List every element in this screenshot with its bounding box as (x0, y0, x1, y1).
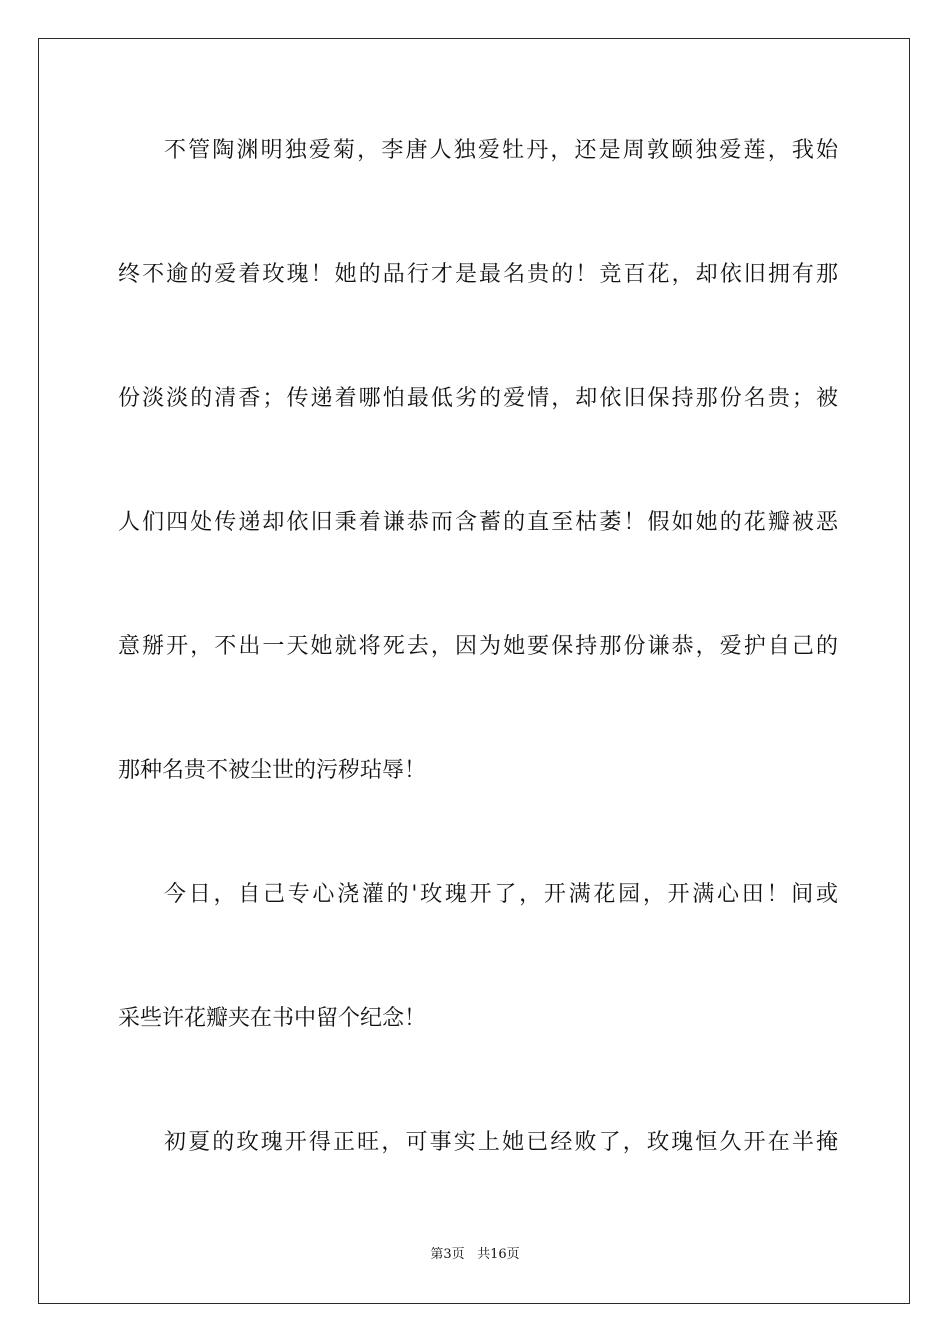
page-total: 共16页 (477, 1247, 520, 1262)
paragraph-line: 人们四处传递却依旧秉着谦恭而含蓄的直至枯萎！假如她的花瓣被恶 (118, 510, 838, 535)
paragraph-line: 不管陶渊明独爱菊，李唐人独爱牡丹，还是周敦颐独爱莲，我始 (164, 138, 838, 163)
page-border (38, 38, 910, 1304)
paragraph-line: 份淡淡的清香；传递着哪怕最低劣的爱情，却依旧保持那份名贵；被 (118, 386, 838, 411)
paragraph-line: 初夏的玫瑰开得正旺，可事实上她已经败了，玫瑰恒久开在半掩 (164, 1130, 838, 1155)
page-footer (0, 1246, 950, 1264)
paragraph-line: 今日，自己专心浇灌的'玫瑰开了，开满花园，开满心田！间或 (164, 882, 838, 907)
page-number: 第3页 (430, 1247, 465, 1262)
paragraph-line: 终不逾的爱着玫瑰！她的品行才是最名贵的！竞百花，却依旧拥有那 (118, 262, 838, 287)
paragraph-line: 那种名贵不被尘世的污秽玷辱！ (118, 758, 427, 783)
paragraph-line: 意掰开，不出一天她就将死去，因为她要保持那份谦恭，爱护自己的 (118, 634, 838, 659)
paragraph-line: 采些许花瓣夹在书中留个纪念！ (118, 1006, 427, 1031)
